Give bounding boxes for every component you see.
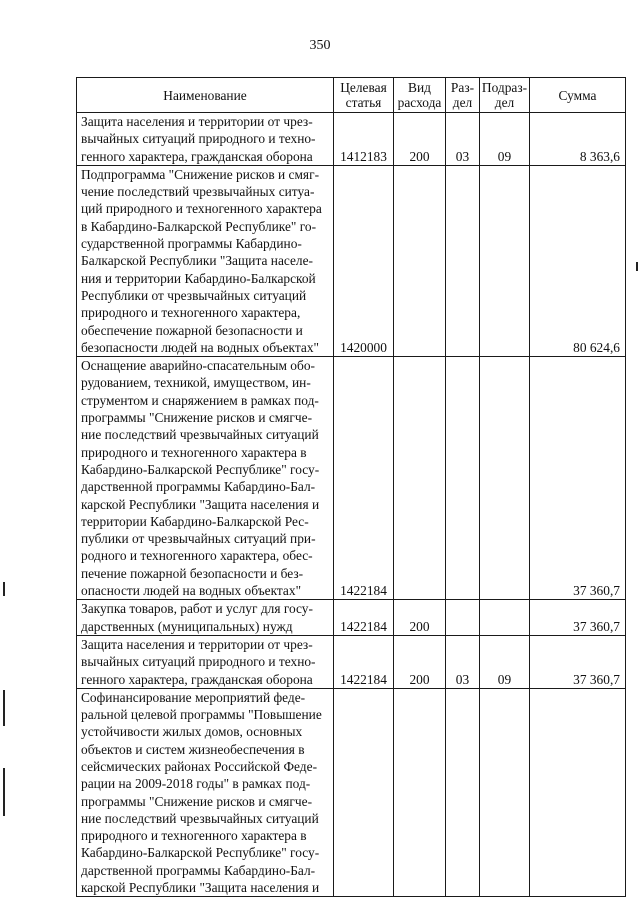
table-row bbox=[77, 688, 626, 897]
row-section bbox=[446, 165, 480, 356]
row-subsection bbox=[480, 688, 530, 897]
header-name: Наименование bbox=[77, 78, 334, 113]
row-amount: 37 360,7 bbox=[530, 600, 626, 636]
row-name-cell: Защита населения и территории от чрез- вычайных ситуаций природного и техно- генного характера, гражданская оборона bbox=[77, 635, 334, 688]
row-amount: 37 360,7 bbox=[530, 357, 626, 600]
scan-mark-left-3 bbox=[3, 768, 5, 816]
row-target-article: 1412183 bbox=[334, 113, 394, 166]
scan-mark-left-1 bbox=[3, 582, 5, 596]
row-subsection bbox=[480, 165, 530, 356]
row-section: 03 bbox=[446, 635, 480, 688]
scan-mark-right bbox=[636, 262, 638, 271]
header-target-article: Целевая статья bbox=[334, 78, 394, 113]
row-amount: 37 360,7 bbox=[530, 635, 626, 688]
row-amount: 8 363,6 bbox=[530, 113, 626, 166]
row-target-article: 1422184 bbox=[334, 357, 394, 600]
row-expense-type: 200 bbox=[394, 600, 446, 636]
row-expense-type: 200 bbox=[394, 635, 446, 688]
header-expense-type: Вид расхода bbox=[394, 78, 446, 113]
row-section bbox=[446, 600, 480, 636]
row-subsection: 09 bbox=[480, 113, 530, 166]
row-name-cell: Подпрограмма "Снижение рисков и смяг- чение последствий чрезвычайных ситуа- ций природного и техногенного характера в Кабардино-Балкарской Республике" го- сударственной программы Кабардино- Балкарской Республики "Защита населе- ния и территории Кабардино-Балкарской Республики от чрезвычайных ситуаций природного и техногенного характера, обеспечение пожарной безопасности и безопасности людей на водных объектах" bbox=[77, 165, 334, 356]
header-subsection: Подраз- дел bbox=[480, 78, 530, 113]
row-name-cell: Оснащение аварийно-спасательным обо- рудованием, техникой, имуществом, ин- струментом и снаряжением в рамках под- программы "Снижение рисков и смягче- ние последствий чрезвычайных ситуаций природного и техногенного характера в Кабардино-Балкарской Республике" госу- дарственной программы Кабардино-Бал- карской Республики "Защита населения и территории Кабардино-Балкарской Рес- публики от чрезвычайных ситуаций при- родного и техногенного характера, обес- печение пожарной безопасности и без- опасности людей на водных объектах" bbox=[77, 357, 334, 600]
row-target-article: 1422184 bbox=[334, 635, 394, 688]
table-row bbox=[77, 600, 626, 636]
row-target-article: 1420000 bbox=[334, 165, 394, 356]
scan-mark-left-2 bbox=[3, 690, 5, 726]
table-header-row bbox=[77, 78, 626, 113]
table-row bbox=[77, 113, 626, 166]
row-target-article bbox=[334, 688, 394, 897]
header-amount: Сумма bbox=[530, 78, 626, 113]
row-name-cell: Закупка товаров, работ и услуг для госу- дарственных (муниципальных) нужд bbox=[77, 600, 334, 636]
row-expense-type bbox=[394, 357, 446, 600]
table-row bbox=[77, 165, 626, 356]
row-subsection bbox=[480, 600, 530, 636]
row-expense-type bbox=[394, 688, 446, 897]
row-expense-type bbox=[394, 165, 446, 356]
row-expense-type: 200 bbox=[394, 113, 446, 166]
row-amount bbox=[530, 688, 626, 897]
row-name-cell: Защита населения и территории от чрез- вычайных ситуаций природного и техно- генного характера, гражданская оборона bbox=[77, 113, 334, 166]
header-section: Раз- дел bbox=[446, 78, 480, 113]
row-section: 03 bbox=[446, 113, 480, 166]
row-name-cell: Софинансирование мероприятий феде- ральной целевой программы "Повышение устойчивости жилых домов, основных объектов и систем жизнеобеспечения в сейсмических районах Российской Феде- рации на 2009-2018 годы" в рамках под- программы "Снижение рисков и смягче- ние последствий чрезвычайных ситуаций природного и техногенного характера в Кабардино-Балкарской Республике" госу- дарственной программы Кабардино-Бал- карской Республики "Защита населения и bbox=[77, 688, 334, 897]
table-row bbox=[77, 357, 626, 600]
row-subsection: 09 bbox=[480, 635, 530, 688]
table-row bbox=[77, 635, 626, 688]
page-number: 350 bbox=[309, 38, 331, 53]
row-subsection bbox=[480, 357, 530, 600]
row-amount: 80 624,6 bbox=[530, 165, 626, 356]
row-section bbox=[446, 688, 480, 897]
row-target-article: 1422184 bbox=[334, 600, 394, 636]
row-section bbox=[446, 357, 480, 600]
budget-table bbox=[76, 77, 626, 897]
